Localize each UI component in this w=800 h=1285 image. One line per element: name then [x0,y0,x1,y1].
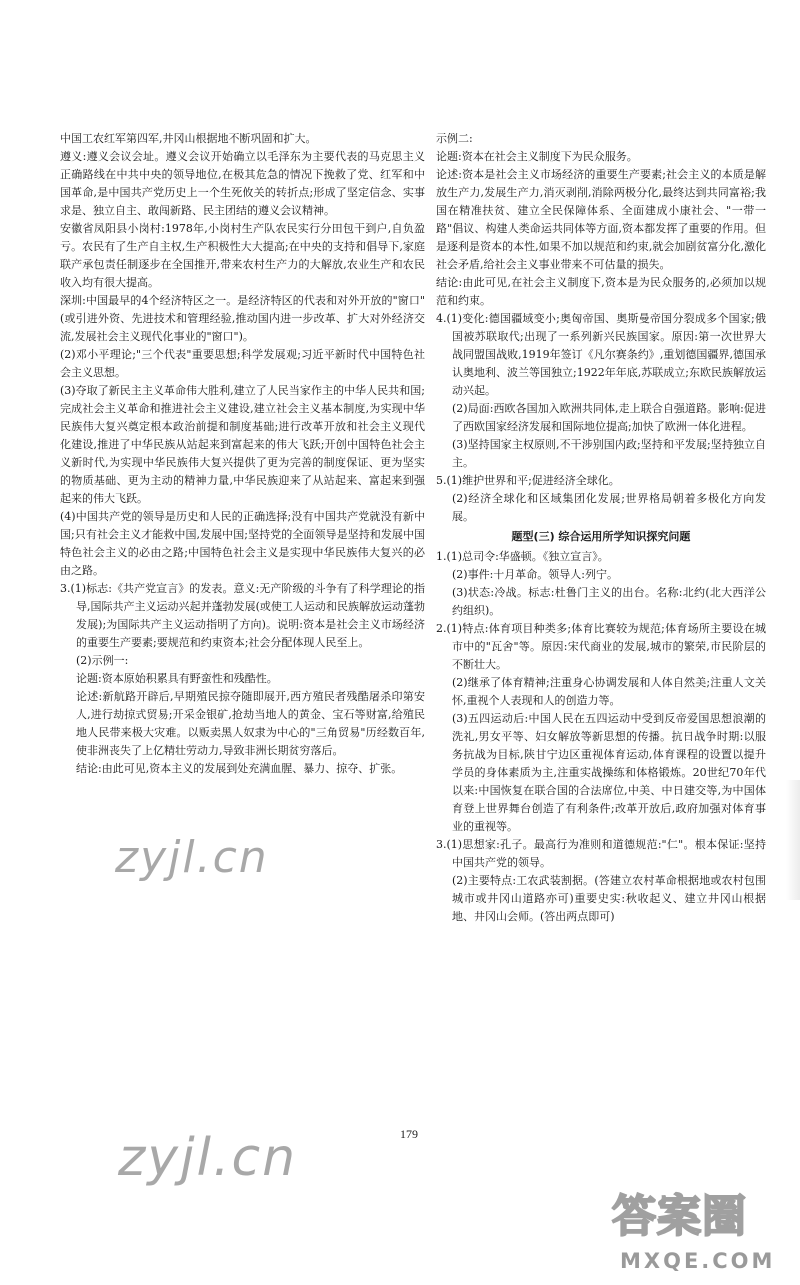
left-column [60,130,425,778]
right-para-13: (3)状态:冷战。标志:杜鲁门主义的出台。名称:北约(北大西洋公约组织)。 [452,586,766,617]
logo-glyphs: 答案圈 [612,1191,747,1242]
left-para-3: 安徽省凤阳县小岗村:1978年,小岗村生产队农民实行分田包干到户,自负盈亏。农民有了生产自主权,生产积极性大大提高;在中央的支持和倡导下,家庭联产承包责任制逐步在全国推开,带来农村生产力的大解放,农业生产和农民收入均有很大提高。 [60,222,425,289]
left-para-1: 中国工农红军第四军,井冈山根据地不断巩固和扩大。 [60,132,317,145]
watermark-bottom: zyjl.cn [118,1128,298,1188]
right-para-12: (2)事件:十月革命。领导人:列宁。 [452,568,618,581]
right-para-11: 1.(1)总司令:华盛顿。《独立宣言》。 [436,550,609,563]
left-para-10: 论题:资本原始积累具有野蛮性和残酷性。 [76,672,278,685]
site-logo [612,1183,787,1278]
right-para-3: 论述:资本是社会主义市场经济的重要生产要素;社会主义的本质是解放生产力,发展生产力,消灭剥削,消除两极分化,最终达到共同富裕;我国在精准扶贫、建立全民保障体系、全面建成小康社会、"一带一路"倡议、构建人类命运共同体等方面,资本都发挥了重要的作用。但是逐利是资本的本性,如果不加以规范和约束,就会加剧贫富分化,激化社会矛盾,给社会主义事业带来不可估量的损失。 [436,168,766,271]
right-para-1: 示例二: [436,132,473,145]
left-para-4: 深圳:中国最早的4个经济特区之一。是经济特区的代表和对外开放的"窗口"(或引进外资、先进技术和管理经验,推动国内进一步改革、扩大对外经济交流,发展社会主义现代化事业的"窗口")。 [60,294,425,343]
scan-shadow [786,780,800,900]
right-para-18: (2)主要特点:工农武装割据。(答建立农村革命根据地或农村包围城市或井冈山道路亦可)重要史实:秋收起义、建立井冈山根据地、井冈山会师。(答出两点即可) [452,874,766,923]
left-para-7: (4)中国共产党的领导是历史和人民的正确选择;没有中国共产党就没有新中国;只有社会主义才能救中国,发展中国;坚持党的全面领导是坚持和发展中国特色社会主义的必由之路;中国特色社会主义是实现中华民族伟大复兴的必由之路。 [60,510,425,577]
right-para-4: 结论:由此可见,在社会主义制度下,资本是为民众服务的,必须加以规范和约束。 [436,276,766,307]
left-para-11: 论述:新航路开辟后,早期殖民掠夺随即展开,西方殖民者残酷屠杀印第安人,进行劫掠式贸易;开采金银矿,抢劫当地人的黄金、宝石等财富,给殖民地人民带来极大灾难。以贩卖黑人奴隶为中心的"三角贸易"历经数百年,使非洲丧失了上亿精壮劳动力,导致非洲长期贫穷落后。 [76,690,425,757]
right-para-16: (3)五四运动后:中国人民在五四运动中受到反帝爱国思想浪潮的洗礼,男女平等、妇女解放等新思想的传播。抗日战争时期:以服务抗战为目标,陕甘宁边区重视体育运动,体育课程的设置以提升学员的身体素质为主,注重实战操练和体格锻炼。20世纪70年代以来:中国恢复在联合国的合法席位,中美、中日建交等,为中国体育登上世界舞台创造了有利条件;改革开放后,政府加强对体育事业的重视等。 [452,712,766,833]
logo-url: MXQE.COM [620,1249,776,1273]
left-para-2: 遵义:遵义会议会址。遵义会议开始确立以毛泽东为主要代表的马克思主义正确路线在中共中央的领导地位,在极其危急的情况下挽救了党、红军和中国革命,是中国共产党历史上一个生死攸关的转折点;形成了坚定信念、实事求是、独立自主、敢闯新路、民主团结的遵义会议精神。 [60,150,425,217]
right-para-15: (2)继承了体育精神;注重身心协调发展和人体自然美;注重人文关怀,重视个人表现和人的创造力等。 [452,676,766,707]
right-para-6: (2)局面:西欧各国加入欧洲共同体,走上联合自强道路。影响:促进了西欧国家经济发展和国际地位提高;加快了欧洲一体化进程。 [452,402,766,433]
right-para-7: (3)坚持国家主权原则,不干涉别国内政;坚持和平发展;坚持独立自主。 [452,438,766,469]
left-para-12: 结论:由此可见,资本主义的发展到处充满血腥、暴力、掠夺、扩张。 [76,762,403,775]
right-para-14: 2.(1)特点:体育项目种类多;体育比赛较为规范;体育场所主要设在城市中的"瓦舍"等。原因:宋代商业的发展,城市的繁荣,市民阶层的不断壮大。 [436,622,766,671]
right-para-5: 4.(1)变化:德国疆域变小;奥匈帝国、奥斯曼帝国分裂成多个国家;俄国被苏联取代;出现了一系列新兴民族国家。原因:第一次世界大战同盟国战败,1919年签订《凡尔赛条约》,重划德国疆界,德国承认奥地利、波兰等国独立;1922年年底,苏联成立;东欧民族解放运动兴起。 [436,312,766,397]
left-para-6: (3)夺取了新民主主义革命伟大胜利,建立了人民当家作主的中华人民共和国;完成社会主义革命和推进社会主义建设,建立社会主义基本制度,为实现中华民族伟大复兴奠定根本政治前提和制度基础;进行改革开放和社会主义现代化建设,推进了中华民族从站起来到富起来的伟大飞跃;开创中国特色社会主义新时代,为实现中华民族伟大复兴提供了更为完善的制度保证、更为坚实的物质基础、更为主动的精神力量,中华民族迎来了从站起来、富起来到强起来的伟大飞跃。 [60,384,425,505]
watermark-mid: zyjl.cn [115,832,269,883]
right-para-8: 5.(1)维护世界和平;促进经济全球化。 [436,474,620,487]
right-para-17: 3.(1)思想家:孔子。最高行为准则和道德规范:"仁"。根本保证:坚持中国共产党的领导。 [436,838,766,869]
left-para-9: (2)示例一: [76,654,129,667]
section-heading: 题型(三) 综合运用所学知识探究问题 [511,530,691,543]
right-column [436,130,766,926]
left-para-8: 3.(1)标志:《共产党宣言》的发表。意义:无产阶级的斗争有了科学理论的指导,国际共产主义运动兴起并蓬勃发展(或使工人运动和民族解放运动蓬勃发展);为国际共产主义运动指明了方向)。说明:资本是社会主义市场经济的重要生产要素;要规范和约束资本;社会分配体现人民至上。 [60,582,425,649]
left-para-5: (2)邓小平理论;"三个代表"重要思想;科学发展观;习近平新时代中国特色社会主义思想。 [60,348,425,379]
right-para-9: (2)经济全球化和区域集团化发展;世界格局朝着多极化方向发展。 [452,492,766,523]
page-number: 179 [400,1127,418,1141]
right-para-2: 论题:资本在社会主义制度下为民众服务。 [436,150,638,163]
